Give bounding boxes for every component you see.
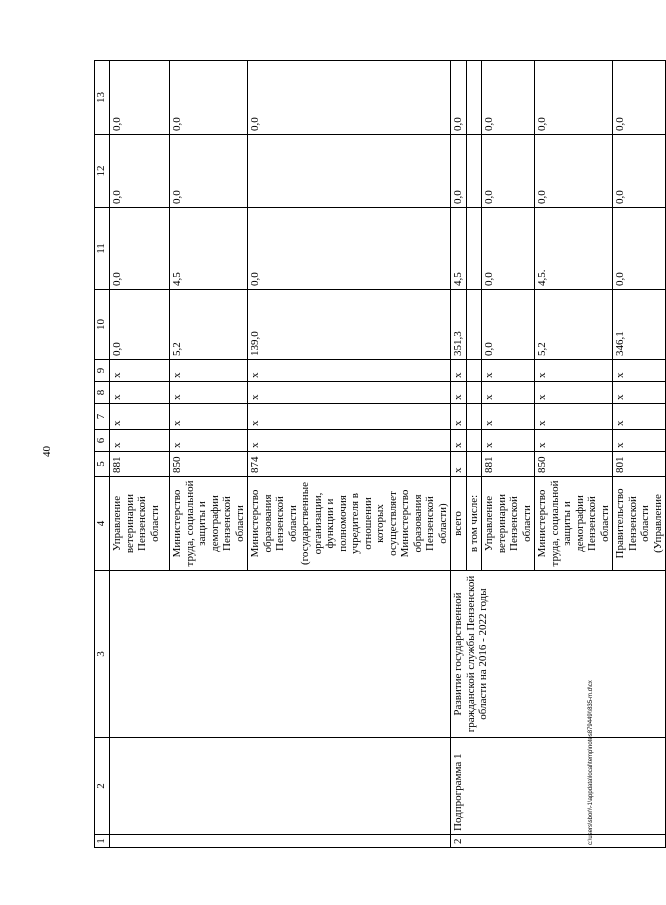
value-cell — [466, 404, 482, 430]
code-cell: 881 — [110, 452, 170, 477]
value-cell: 0,0 — [110, 208, 170, 290]
value-cell: х — [248, 360, 451, 382]
value-cell: х — [451, 404, 467, 430]
value-cell: х — [170, 360, 248, 382]
table-row — [451, 61, 467, 848]
code-cell: 874 — [248, 452, 451, 477]
page-number: 40 — [41, 446, 53, 457]
value-cell: 0,0 — [482, 208, 535, 290]
value-cell: 5,2 — [170, 290, 248, 360]
program-cell: Подпрограмма 1 — [451, 738, 666, 835]
value-cell: х — [110, 382, 170, 404]
value-cell: х — [451, 430, 467, 452]
header-cell: 7 — [95, 404, 110, 430]
value-cell: 0,0 — [248, 208, 451, 290]
value-cell: 0,0 — [613, 208, 666, 290]
value-cell: 0,0 — [451, 61, 467, 135]
value-cell: х — [535, 404, 613, 430]
value-cell: 0,0 — [110, 290, 170, 360]
description-cell: Развитие государственной гражданской службы Пензенской области на 2016 - 2022 годы — [451, 571, 666, 738]
header-cell: 10 — [95, 290, 110, 360]
value-cell: х — [170, 404, 248, 430]
value-cell — [466, 61, 482, 135]
value-cell: 139,0 — [248, 290, 451, 360]
header-cell: 2 — [95, 738, 110, 835]
value-cell: 0,0 — [248, 61, 451, 135]
value-cell: х — [170, 382, 248, 404]
row-number-cell: 2 — [451, 835, 666, 848]
value-cell: х — [535, 382, 613, 404]
value-cell: х — [482, 360, 535, 382]
header-cell: 8 — [95, 382, 110, 404]
budget-table — [94, 60, 666, 848]
value-cell: 0,0 — [613, 61, 666, 135]
value-cell: 5,2 — [535, 290, 613, 360]
program-cell — [110, 738, 451, 835]
value-cell — [466, 135, 482, 208]
value-cell: 0,0 — [170, 61, 248, 135]
value-cell: 0,0 — [482, 61, 535, 135]
header-cell: 3 — [95, 571, 110, 738]
value-cell — [466, 208, 482, 290]
value-cell — [466, 360, 482, 382]
value-cell: 0,0 — [535, 61, 613, 135]
value-cell: 0,0 — [110, 135, 170, 208]
value-cell: х — [535, 430, 613, 452]
executor-cell: Министерство труда, социальной защиты и демографии Пензенской области — [170, 477, 248, 571]
footer-file-path: c:\users\sbor\\-1\appdata\local\temp\notes879449\\835-m.d\cx — [588, 680, 594, 845]
value-cell: х — [535, 360, 613, 382]
executor-cell: Правительство Пензенской области (Управление — [613, 477, 666, 571]
value-cell: х — [248, 404, 451, 430]
code-cell — [466, 452, 482, 477]
value-cell: 4,5 — [170, 208, 248, 290]
value-cell: 0,0 — [451, 135, 467, 208]
value-cell: 346,1 — [613, 290, 666, 360]
header-cell: 13 — [95, 61, 110, 135]
value-cell: х — [110, 404, 170, 430]
code-cell: 850 — [535, 452, 613, 477]
executor-cell: Министерство образования Пензенской области (государственные организации, функции и полномочия учредителя в отношении которых осуществляет Министерство образования Пензенской области) — [248, 477, 451, 571]
value-cell: х — [482, 404, 535, 430]
value-cell: 4,5. — [535, 208, 613, 290]
value-cell: х — [613, 360, 666, 382]
value-cell: х — [482, 382, 535, 404]
header-cell: 4 — [95, 477, 110, 571]
executor-cell: в том числе: — [466, 477, 482, 571]
header-cell: 1 — [95, 835, 110, 848]
row-number-cell — [110, 835, 451, 848]
value-cell — [466, 430, 482, 452]
value-cell — [248, 135, 451, 208]
value-cell: 0,0 — [110, 61, 170, 135]
executor-cell: Управление ветеринарии Пензенской области — [110, 477, 170, 571]
value-cell — [466, 290, 482, 360]
header-cell: 5 — [95, 452, 110, 477]
executor-cell: Управление ветеринарии Пензенской области — [482, 477, 535, 571]
value-cell: х — [613, 430, 666, 452]
value-cell: х — [482, 430, 535, 452]
header-cell: 12 — [95, 135, 110, 208]
value-cell: 351,3 — [451, 290, 467, 360]
value-cell: х — [170, 430, 248, 452]
header-cell: 6 — [95, 430, 110, 452]
value-cell: 0,0 — [482, 135, 535, 208]
value-cell: х — [248, 430, 451, 452]
code-cell: 801 — [613, 452, 666, 477]
value-cell: х — [110, 360, 170, 382]
value-cell — [466, 382, 482, 404]
header-cell: 9 — [95, 360, 110, 382]
executor-cell: всего — [451, 477, 467, 571]
description-cell — [110, 571, 451, 738]
value-cell: 0,0 — [613, 135, 666, 208]
value-cell: 0,0 — [170, 135, 248, 208]
value-cell: 0,0 — [535, 135, 613, 208]
value-cell: 0,0 — [482, 290, 535, 360]
table-header-row — [95, 61, 110, 848]
header-cell: 11 — [95, 208, 110, 290]
value-cell: х — [110, 430, 170, 452]
code-cell: 881 — [482, 452, 535, 477]
value-cell: х — [451, 360, 467, 382]
table-row — [110, 61, 170, 848]
code-cell: 850 — [170, 452, 248, 477]
code-cell: х — [451, 452, 467, 477]
value-cell: 4,5 — [451, 208, 467, 290]
value-cell: х — [613, 404, 666, 430]
executor-cell: Министерство труда, социальной защиты и демографии Пензенской области — [535, 477, 613, 571]
value-cell: х — [613, 382, 666, 404]
value-cell: х — [451, 382, 467, 404]
value-cell: х — [248, 382, 451, 404]
